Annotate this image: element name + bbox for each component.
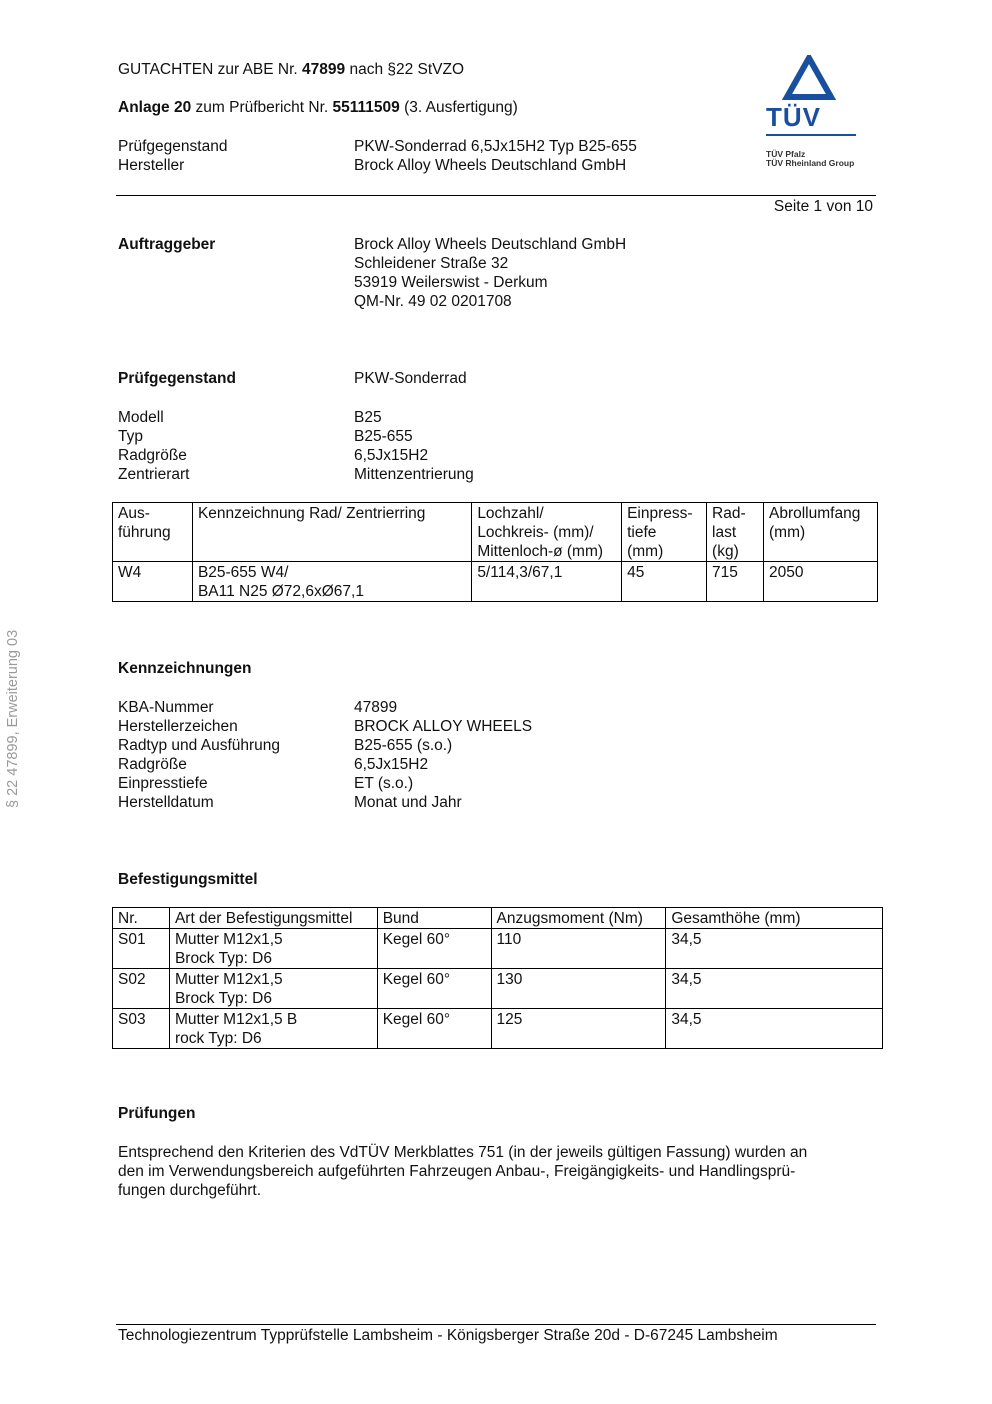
table-cell: Kegel 60°: [377, 969, 491, 1009]
side-margin-note: § 22 47899, Erweiterung 03: [5, 629, 21, 808]
page-number: Seite 1 von 10: [773, 198, 873, 215]
table-cell: Mutter M12x1,5 B rock Typ: D6: [169, 1009, 377, 1049]
annex-number: Anlage 20: [118, 99, 192, 116]
table-row: [113, 969, 883, 1009]
table-cell: S01: [113, 929, 170, 969]
table-cell: 34,5: [666, 1009, 883, 1049]
table-cell: 45: [622, 562, 707, 602]
table-cell: Kegel 60°: [377, 1009, 491, 1049]
table-cell: 130: [491, 969, 666, 1009]
tuv-subtitle-2: TÜV Rheinland Group: [766, 158, 855, 168]
table-cell: Kegel 60°: [377, 929, 491, 969]
header-pruef-label: Prüfgegenstand: [118, 138, 228, 155]
tuv-subtitle-1: TÜV Pfalz: [766, 149, 806, 159]
table-cell: B25-655 W4/ BA11 N25 Ø72,6xØ67,1: [192, 562, 471, 602]
address-line: Schleidener Straße 32: [354, 255, 509, 272]
table-header-cell: Anzugsmoment (Nm): [491, 908, 666, 929]
table-header-cell: Kennzeichnung Rad/ Zentrierring: [192, 503, 471, 562]
table-header-cell: Gesamthöhe (mm): [666, 908, 883, 929]
tuv-brand: TÜV: [766, 102, 821, 132]
table-cell: 125: [491, 1009, 666, 1049]
title-text: GUTACHTEN zur ABE Nr.: [118, 61, 303, 78]
table-header-row: [113, 908, 883, 929]
abe-number: 47899: [302, 61, 346, 78]
report-number: 55111509: [332, 99, 400, 116]
table-cell: 2050: [764, 562, 878, 602]
auftraggeber-label: Auftraggeber: [118, 236, 216, 253]
header-herst-label: Hersteller: [118, 157, 185, 174]
footer-address: Technologiezentrum Typprüfstelle Lambsheim - Königsberger Straße 20d - D-67245 Lambsheim: [118, 1327, 778, 1344]
table-header-cell: Einpress- tiefe (mm): [622, 503, 707, 562]
kennzeichnung-labels: KBA-Nummer Herstellerzeichen Radtyp und Ausführung Radgröße Einpresstiefe Herstelldatum: [118, 699, 281, 811]
auftraggeber-address: [354, 235, 626, 311]
annex-line: [118, 98, 518, 117]
table-cell: 34,5: [666, 929, 883, 969]
table-cell: Mutter M12x1,5 Brock Typ: D6: [169, 969, 377, 1009]
annex-text: zum Prüfbericht Nr.: [191, 99, 333, 116]
table-header-cell: Nr.: [113, 908, 170, 929]
table-header-cell: Rad- last (kg): [707, 503, 764, 562]
field-label: Modell Typ Radgröße Zentrierart: [118, 409, 190, 483]
pruefgegenstand-value: PKW-Sonderrad: [354, 370, 467, 387]
pruefungen-text: Entsprechend den Kriterien des VdTÜV Merkblattes 751 (in der jeweils gültigen Fassung) wurden an den im Verwendungsbereich aufgeführten Fahrzeugen Anbau-, Freigängigkeits- und Handlingsprü- fungen durchgeführt.: [118, 1144, 808, 1199]
header-pruef-value: PKW-Sonderrad 6,5Jx15H2 Typ B25-655: [354, 138, 637, 155]
wheel-spec-table: [112, 502, 878, 602]
table-cell: W4: [113, 562, 193, 602]
table-header-cell: Bund: [377, 908, 491, 929]
address-line: 53919 Weilerswist - Derkum: [354, 274, 548, 291]
table-header-cell: Aus- führung: [113, 503, 193, 562]
table-header-row: [113, 503, 878, 562]
fastener-table: [112, 907, 883, 1049]
table-header-cell: Lochzahl/ Lochkreis- (mm)/ Mittenloch-ø (mm): [472, 503, 622, 562]
kennzeichnung-values: 47899 BROCK ALLOY WHEELS B25-655 (s.o.) 6,5Jx15H2 ET (s.o.) Monat und Jahr: [354, 699, 533, 811]
address-line: QM-Nr. 49 02 0201708: [354, 293, 512, 310]
table-header-cell: Abrollumfang (mm): [764, 503, 878, 562]
footer-divider: [116, 1324, 876, 1325]
field-value: B25 B25-655 6,5Jx15H2 Mittenzentrierung: [354, 409, 474, 483]
pruefgegenstand-label: Prüfgegenstand: [118, 370, 236, 387]
header-divider: [116, 195, 876, 196]
table-cell: 110: [491, 929, 666, 969]
table-header-cell: Art der Befestigungsmittel: [169, 908, 377, 929]
table-row: [113, 929, 883, 969]
table-cell: S03: [113, 1009, 170, 1049]
table-cell: 5/114,3/67,1: [472, 562, 622, 602]
table-cell: 34,5: [666, 969, 883, 1009]
pruefungen-label: Prüfungen: [118, 1105, 196, 1122]
table-row: [113, 562, 878, 602]
header-herst-value: Brock Alloy Wheels Deutschland GmbH: [354, 157, 627, 174]
report-title: [118, 60, 464, 79]
befestigung-label: Befestigungsmittel: [118, 871, 258, 888]
title-suffix: nach §22 StVZO: [345, 61, 465, 78]
table-cell: Mutter M12x1,5 Brock Typ: D6: [169, 929, 377, 969]
annex-suffix: (3. Ausfertigung): [399, 99, 518, 116]
table-row: [113, 1009, 883, 1049]
kennzeichnungen-label: Kennzeichnungen: [118, 660, 252, 677]
tuv-logo: [762, 55, 862, 175]
table-cell: 715: [707, 562, 764, 602]
table-cell: S02: [113, 969, 170, 1009]
address-line: Brock Alloy Wheels Deutschland GmbH: [354, 236, 627, 253]
logo-rule: [766, 134, 856, 136]
